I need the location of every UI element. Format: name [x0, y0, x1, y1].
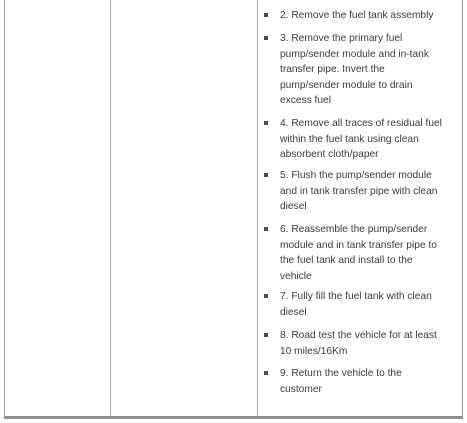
list-item-step-2 — [263, 8, 459, 24]
list-item-step-3 — [263, 31, 459, 109]
column-divider — [257, 0, 258, 416]
step-text: 7. Fully fill the fuel tank with clean diesel — [280, 291, 432, 318]
bullet-icon — [264, 371, 268, 375]
step-text: 8. Road test the vehicle for at least 10 miles/16Km — [280, 330, 437, 357]
bullet-icon — [264, 173, 268, 177]
bullet-icon — [264, 121, 268, 125]
list-item-step-5 — [263, 168, 459, 215]
list-item-step-9 — [263, 366, 459, 397]
list-item-step-8 — [263, 328, 459, 359]
bullet-icon — [264, 227, 268, 231]
step-text: 5. Flush the pump/sender module and in tank transfer pipe with clean diesel — [280, 170, 438, 212]
step-text: 2. Remove the fuel tank assembly — [280, 10, 434, 21]
bullet-icon — [264, 333, 268, 337]
bullet-icon — [264, 36, 268, 40]
step-text: 6. Reassemble the pump/sender module and in tank transfer pipe to the fuel tank and install to the vehicle — [280, 224, 437, 282]
step-text: 3. Remove the primary fuel pump/sender module and in-tank transfer pipe. Invert the pump/sender module to drain excess fuel — [280, 33, 429, 106]
step-text: 4. Remove all traces of residual fuel within the fuel tank using clean absorbent cloth/paper — [280, 118, 442, 160]
bullet-icon — [264, 13, 268, 17]
step-text: 9. Return the vehicle to the customer — [280, 368, 402, 395]
procedure-table — [4, 0, 463, 419]
bullet-icon — [264, 294, 268, 298]
list-item-step-4 — [263, 116, 459, 163]
list-item-step-6 — [263, 222, 459, 284]
list-item-step-7 — [263, 289, 459, 320]
column-divider — [110, 0, 111, 416]
